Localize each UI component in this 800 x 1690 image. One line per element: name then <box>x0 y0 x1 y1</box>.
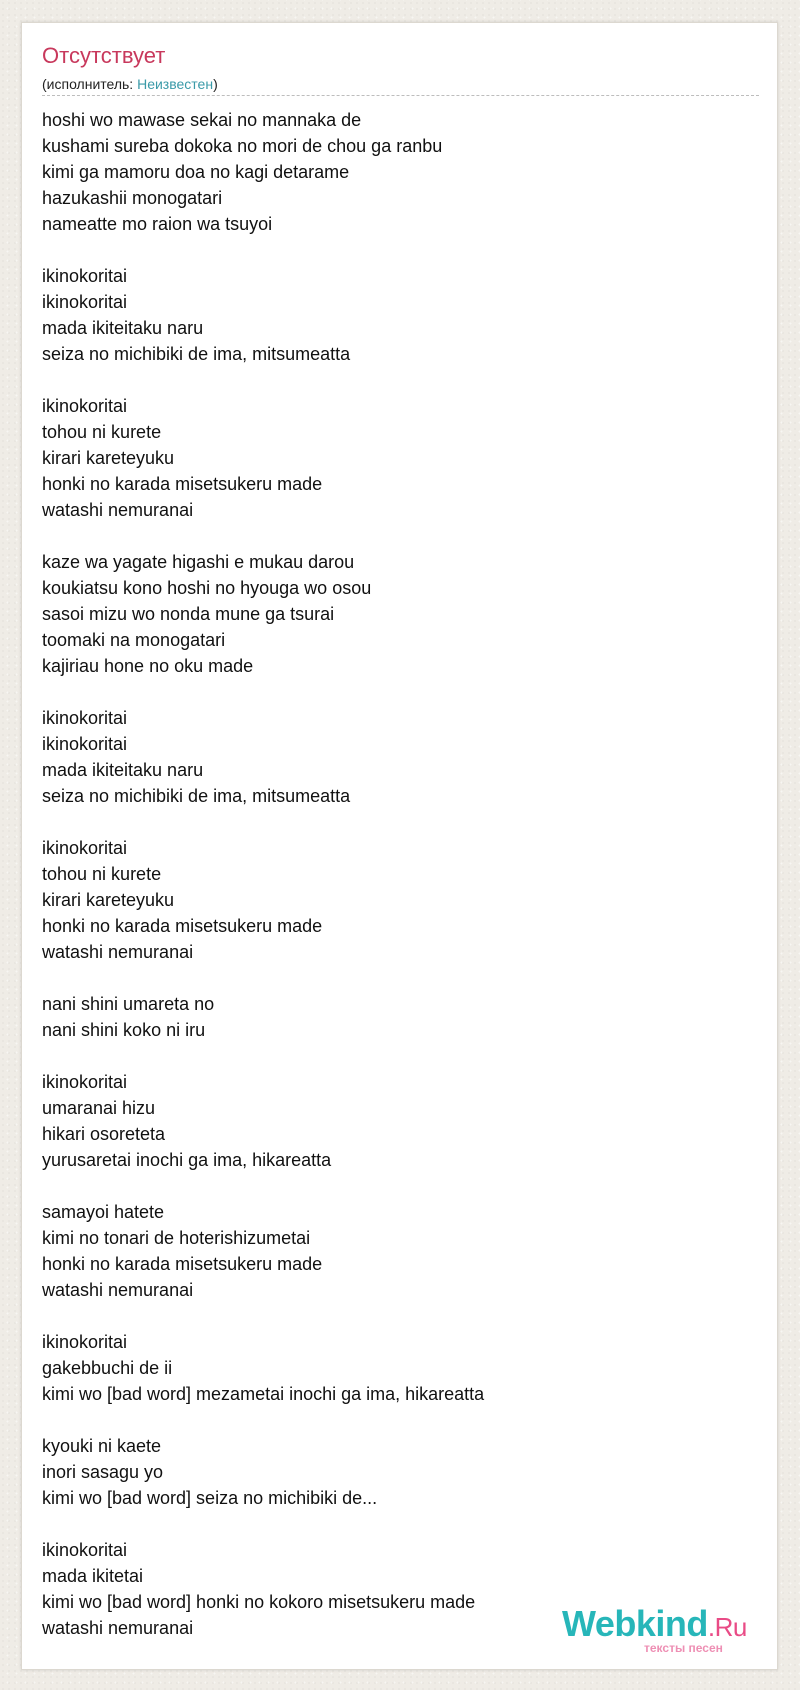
artist-prefix: (исполнитель: <box>42 76 138 92</box>
song-title: Отсутствует <box>42 43 166 68</box>
lyrics-line: seiza no michibiki de ima, mitsumeatta <box>42 786 351 806</box>
lyrics-line: sasoi mizu wo nonda mune ga tsurai <box>42 604 335 624</box>
lyrics-line: tohou ni kurete <box>42 422 162 442</box>
artist-suffix: ) <box>213 76 218 92</box>
lyrics-stanza <box>42 1069 742 1173</box>
lyrics-line: kimi wo [bad word] mezametai inochi ga ima, hikareatta <box>42 1384 485 1404</box>
lyrics-line: kimi wo [bad word] seiza no michibiki de... <box>42 1488 378 1508</box>
lyrics-line: mada ikiteitaku naru <box>42 318 204 338</box>
lyrics-line: ikinokoritai <box>42 1332 128 1352</box>
lyrics-line: mada ikitetai <box>42 1566 144 1586</box>
lyrics-line: watashi nemuranai <box>42 500 194 520</box>
lyrics-line: umaranai hizu <box>42 1098 156 1118</box>
logo-main-text: Webkind <box>562 1603 708 1644</box>
artist-line <box>42 75 218 93</box>
lyrics-line: samayoi hatete <box>42 1202 165 1222</box>
lyrics-text <box>42 107 742 1667</box>
lyrics-line: kajiriau hone no oku made <box>42 656 254 676</box>
lyrics-line: watashi nemuranai <box>42 942 194 962</box>
lyrics-line: kyouki ni kaete <box>42 1436 162 1456</box>
lyrics-line: koukiatsu kono hoshi no hyouga wo osou <box>42 578 372 598</box>
lyrics-line: ikinokoritai <box>42 396 128 416</box>
lyrics-line: hoshi wo mawase sekai no mannaka de <box>42 110 362 130</box>
lyrics-line: watashi nemuranai <box>42 1280 194 1300</box>
lyrics-line: kushami sureba dokoka no mori de chou ga ranbu <box>42 136 443 156</box>
logo-tld: .Ru <box>707 1612 747 1642</box>
lyrics-line: honki no karada misetsukeru made <box>42 916 323 936</box>
lyrics-line: nameatte mo raion wa tsuyoi <box>42 214 273 234</box>
lyrics-line: watashi nemuranai <box>42 1618 194 1638</box>
lyrics-card <box>21 22 778 1670</box>
artist-link[interactable]: Неизвестен <box>137 76 214 92</box>
lyrics-stanza <box>42 393 742 523</box>
lyrics-line: kirari kareteyuku <box>42 890 175 910</box>
lyrics-line: ikinokoritai <box>42 708 128 728</box>
lyrics-line: kirari kareteyuku <box>42 448 175 468</box>
lyrics-stanza <box>42 1329 742 1407</box>
lyrics-stanza <box>42 1199 742 1303</box>
lyrics-line: ikinokoritai <box>42 1072 128 1092</box>
lyrics-line: ikinokoritai <box>42 734 128 754</box>
lyrics-line: kimi wo [bad word] honki no kokoro misetsukeru made <box>42 1592 476 1612</box>
lyrics-line: yurusaretai inochi ga ima, hikareatta <box>42 1150 332 1170</box>
lyrics-stanza <box>42 705 742 809</box>
lyrics-stanza <box>42 1433 742 1511</box>
lyrics-stanza <box>42 263 742 367</box>
lyrics-line: tohou ni kurete <box>42 864 162 884</box>
lyrics-line: nani shini koko ni iru <box>42 1020 206 1040</box>
lyrics-line: seiza no michibiki de ima, mitsumeatta <box>42 344 351 364</box>
lyrics-stanza <box>42 107 742 237</box>
lyrics-line: kimi ga mamoru doa no kagi detarame <box>42 162 350 182</box>
lyrics-line: honki no karada misetsukeru made <box>42 1254 323 1274</box>
lyrics-line: nani shini umareta no <box>42 994 215 1014</box>
title-divider <box>42 95 759 96</box>
lyrics-line: hikari osoreteta <box>42 1124 166 1144</box>
lyrics-line: ikinokoritai <box>42 838 128 858</box>
lyrics-line: ikinokoritai <box>42 292 128 312</box>
lyrics-line: inori sasagu yo <box>42 1462 164 1482</box>
lyrics-stanza <box>42 835 742 965</box>
lyrics-stanza <box>42 549 742 679</box>
lyrics-line: toomaki na monogatari <box>42 630 226 650</box>
lyrics-line: ikinokoritai <box>42 266 128 286</box>
lyrics-line: ikinokoritai <box>42 1540 128 1560</box>
lyrics-stanza <box>42 991 742 1043</box>
site-logo[interactable] <box>562 1604 777 1660</box>
lyrics-line: kimi no tonari de hoterishizumetai <box>42 1228 311 1248</box>
logo-tagline: тексты песен <box>644 1641 723 1655</box>
lyrics-line: honki no karada misetsukeru made <box>42 474 323 494</box>
lyrics-line: mada ikiteitaku naru <box>42 760 204 780</box>
lyrics-line: hazukashii monogatari <box>42 188 223 208</box>
lyrics-line: kaze wa yagate higashi e mukau darou <box>42 552 355 572</box>
lyrics-line: gakebbuchi de ii <box>42 1358 173 1378</box>
